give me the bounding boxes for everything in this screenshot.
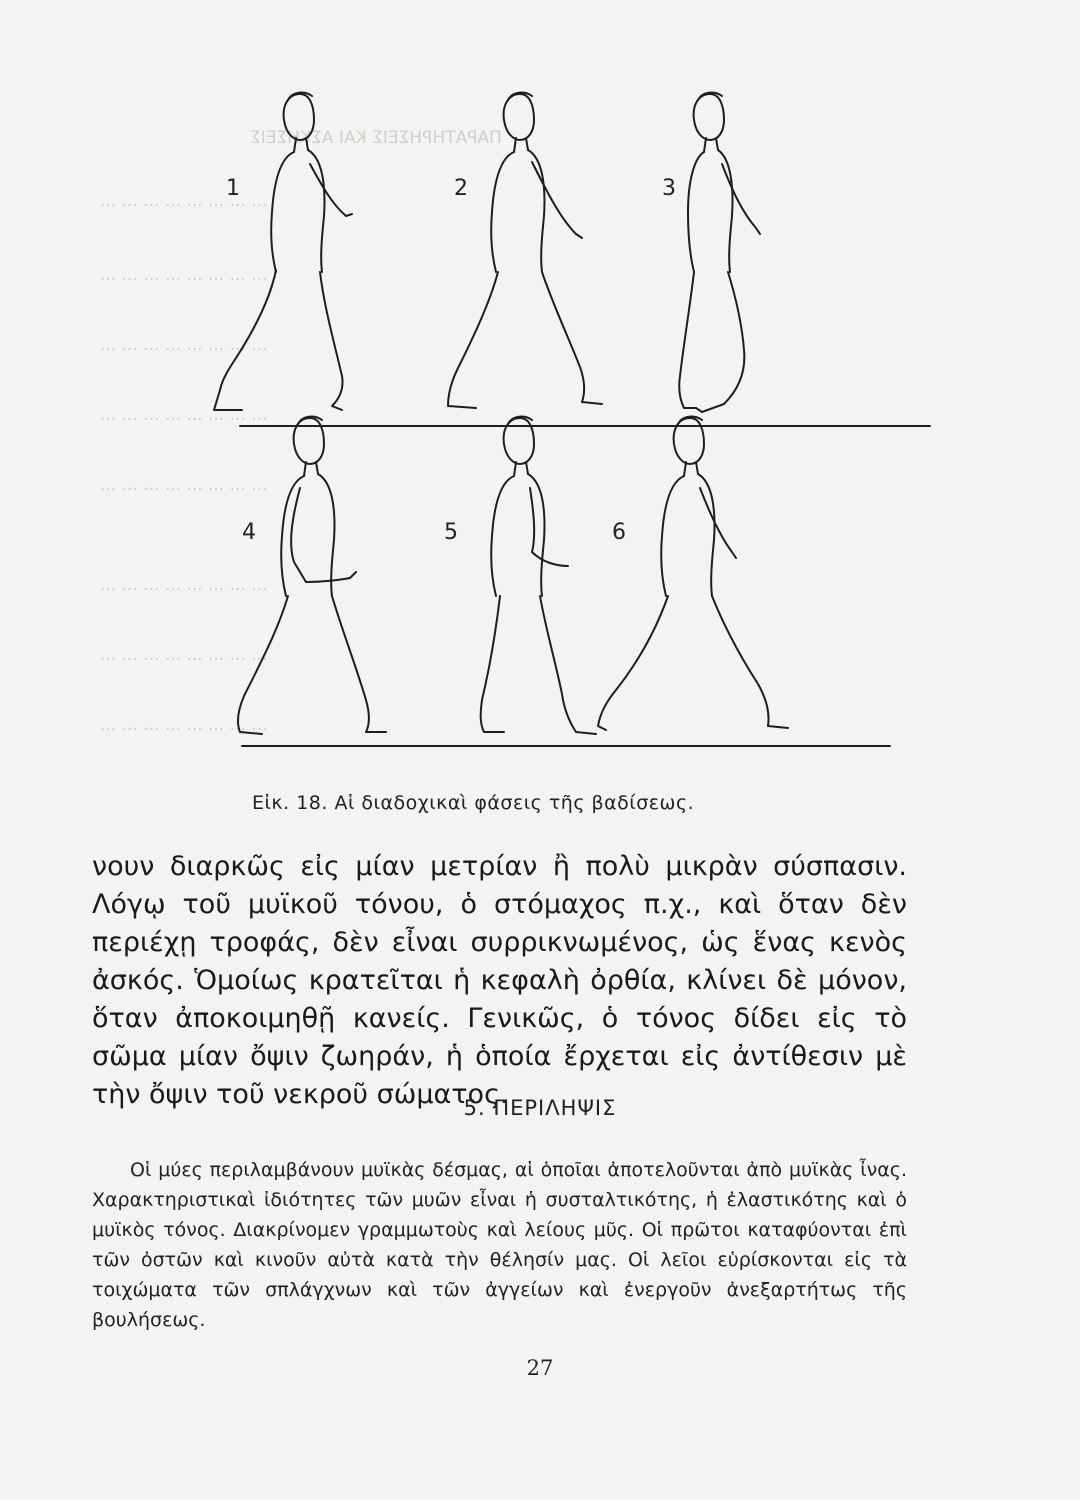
phase-number-2: 2: [454, 176, 468, 201]
phase-number-5: 5: [444, 520, 458, 545]
page-number: 27: [526, 1356, 554, 1380]
walker-phase-1: [214, 93, 352, 410]
phase-number-3: 3: [662, 176, 676, 201]
phase-number-6: 6: [612, 520, 626, 545]
summary-section: [92, 1155, 907, 1335]
walker-phase-6: [598, 417, 788, 730]
walker-phase-5: [481, 417, 596, 734]
phase-number-4: 4: [242, 520, 256, 545]
walking-figures-drawing: [150, 80, 940, 820]
figure-caption: Εἰκ. 18. Αἱ διαδοχικαὶ φάσεις τῆς βαδίσεως.: [252, 792, 695, 814]
body-paragraph: νουν διαρκῶς εἰς μίαν μετρίαν ἢ πολὺ μικρὰν σύσπασιν. Λόγῳ τοῦ μυϊκοῦ τόνου, ὁ στόμαχος π.χ., καὶ ὅταν δὲν περιέχῃ τροφάς, δὲν εἶναι συρρικνωμένος, ὡς ἕνας κενὸς ἀσκός. Ὁμοίως κρατεῖται ἡ κεφαλὴ ὀρθία, κλίνει δὲ μόνον, ὅταν ἀποκοιμηθῇ κανείς. Γενικῶς, ὁ τόνος δίδει εἰς τὸ σῶμα μίαν ὄψιν ζωηράν, ἡ ὁποία ἔρχεται εἰς ἀντίθεσιν μὲ τὴν ὄψιν τοῦ νεκροῦ σώματος.: [92, 851, 907, 1110]
walker-phase-3: [679, 93, 760, 412]
body-text: [92, 848, 907, 1114]
phase-number-1: 1: [226, 176, 240, 201]
summary-paragraph: Οἱ μύες περιλαμβάνουν μυϊκὰς δέσμας, αἱ ὁποῖαι ἀποτελοῦνται ἀπὸ μυϊκὰς ἶνας. Χαρακτηριστικαὶ ἰδιότητες τῶν μυῶν εἶναι ἡ συσταλτικότης, ἡ ἐλαστικότης καὶ ὁ μυϊκὸς τόνος. Διακρίνομεν γραμμωτοὺς καὶ λείους μῦς. Οἱ πρῶτοι καταφύονται ἐπὶ τῶν ὀστῶν καὶ κινοῦν αὐτὰ κατὰ τὴν θέλησίν μας. Οἱ λεῖοι εὑρίσκονται εἰς τὰ τοιχώματα τῶν σπλάγχνων καὶ τῶν ἀγγείων καὶ ἐνεργοῦν ἀνεξαρτήτως τῆς βουλήσεως.: [92, 1159, 907, 1331]
walking-phases-figure: [150, 80, 940, 820]
show-through-decoration: ΠΑΡΑΤΗΡΗΣΕΙΣ ΚΑΙ ΑΣΚΗΣΕΙΣ ··· ··· ··· ··· ··· ··· ··· ··· ··· ··· ··· ··· ··· ··· ··· ··· ··· ··· ··· ··· ··· ··· ··· ··· ··· ··· ··· ··· ··· ··· ··· ··· ··· ··· ··· ··· ··· ··· ··· ··· ··· ··· ··· ··· ··· ··· ··· ··· ··· ··· ··· ··· ··· ··· ··· ··· ··· ··· ··· ··· ··· ··· ··· ···: [100, 128, 502, 740]
walker-phase-2: [448, 93, 602, 408]
walker-phase-4: [238, 417, 386, 734]
section-heading: 5. ΠΕΡΙΛΗΨΙΣ: [463, 1096, 617, 1120]
